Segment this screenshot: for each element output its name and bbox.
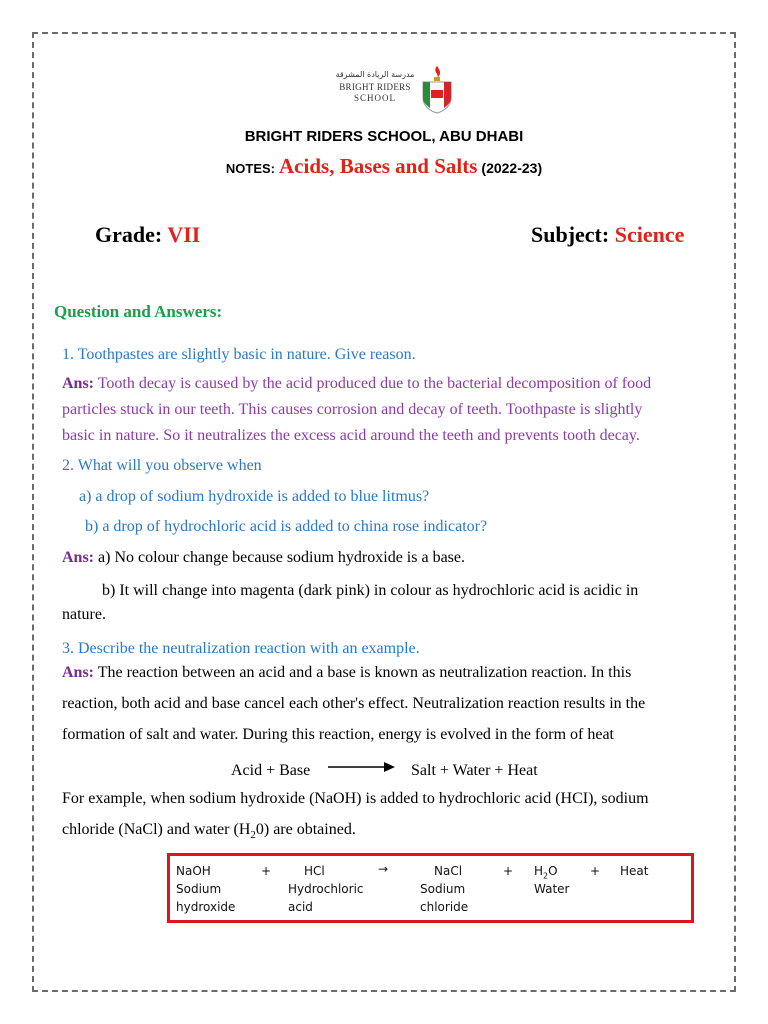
- label-acid: acid: [288, 900, 313, 914]
- subject-info: [531, 222, 684, 248]
- product-heat: Heat: [620, 864, 649, 878]
- h2o-h: H: [534, 864, 544, 878]
- h2o-o: O: [548, 864, 558, 878]
- grade-label: Grade:: [95, 222, 163, 247]
- label-sodium-chloride-2: chloride: [420, 900, 469, 914]
- answer-1-text: Tooth decay is caused by the acid produced due to the bacterial decomposition of food: [94, 375, 652, 392]
- answer-2a-text: a) No colour change because sodium hydroxide is a base.: [94, 549, 466, 566]
- answer-1-line1: [62, 371, 651, 397]
- subject-value: Science: [614, 222, 685, 247]
- answer-2-b-line2: nature.: [62, 606, 106, 623]
- reaction-arrow: →: [378, 862, 389, 876]
- question-1: 1. Toothpastes are slightly basic in nature. Give reason.: [62, 346, 416, 363]
- h2o-subscript: 2: [543, 871, 549, 881]
- question-3: 3. Describe the neutralization reaction with an example.: [62, 640, 420, 657]
- crest-icon: [420, 64, 454, 114]
- reactant-hcl: HCl: [304, 864, 325, 878]
- logo-text-line1: BRIGHT RIDERS: [339, 82, 411, 92]
- product-water-formula: [534, 864, 558, 880]
- school-logo: [332, 64, 462, 116]
- answer-3-line1: [62, 660, 631, 686]
- answer-label: Ans:: [62, 664, 95, 681]
- subject-label: Subject:: [531, 222, 610, 247]
- school-name: BRIGHT RIDERS SCHOOL, ABU DHABI: [244, 128, 524, 145]
- answer-label: Ans:: [62, 375, 95, 392]
- answer-1-line3: basic in nature. So it neutralizes the excess acid around the teeth and prevents tooth decay.: [62, 427, 640, 444]
- label-sodium-chloride-1: Sodium: [420, 882, 466, 896]
- answer-3-line3: formation of salt and water. During this reaction, energy is evolved in the form of heat: [62, 726, 614, 743]
- notes-topic: Acids, Bases and Salts: [279, 154, 478, 178]
- question-2: 2. What will you observe when: [62, 457, 262, 474]
- notes-title: [0, 154, 768, 179]
- label-sodium-hydroxide-2: hydroxide: [176, 900, 236, 914]
- plus-sign: +: [590, 864, 601, 878]
- grade-value: VII: [167, 222, 201, 247]
- answer-3-text: The reaction between an acid and a base is known as neutralization reaction. In this: [94, 664, 632, 681]
- example-text-pre: chloride (NaCl) and water (H: [62, 821, 251, 838]
- example-line1: For example, when sodium hydroxide (NaOH) is added to hydrochloric acid (HCI), sodium: [62, 790, 649, 807]
- plus-sign: +: [503, 864, 514, 878]
- subscript-2: 2: [250, 829, 256, 842]
- qa-heading: Question and Answers:: [54, 302, 223, 321]
- equation-rhs: Salt + Water + Heat: [411, 762, 538, 779]
- example-text-post: 0) are obtained.: [255, 821, 356, 838]
- reactant-naoh: NaOH: [176, 864, 211, 878]
- reaction-equation-box: [167, 853, 694, 923]
- answer-1-line2: particles stuck in our teeth. This causes corrosion and decay of teeth. Toothpaste is slightly: [62, 401, 643, 418]
- right-arrow-icon: [328, 760, 396, 774]
- label-water: Water: [534, 882, 570, 896]
- question-2-part-b: b) a drop of hydrochloric acid is added to china rose indicator?: [85, 518, 488, 535]
- label-sodium-hydroxide-1: Sodium: [176, 882, 222, 896]
- logo-text-line2: SCHOOL: [353, 93, 396, 103]
- notes-label: NOTES:: [225, 161, 276, 176]
- equation-lhs: Acid + Base: [231, 762, 311, 779]
- label-hydrochloric: Hydrochloric: [288, 882, 364, 896]
- example-line2: [62, 817, 356, 848]
- plus-sign: +: [261, 864, 272, 878]
- answer-label: Ans:: [62, 549, 95, 566]
- grade-info: [95, 222, 200, 248]
- product-nacl: NaCl: [434, 864, 463, 878]
- answer-2-a: [62, 545, 465, 571]
- logo-arabic-text: مدرسة الريادة المشرقة: [335, 70, 415, 79]
- question-2-part-a: a) a drop of sodium hydroxide is added to blue litmus?: [79, 488, 430, 505]
- answer-3-line2: reaction, both acid and base cancel each other's effect. Neutralization reaction results in the: [62, 695, 646, 712]
- answer-2-b-line1: b) It will change into magenta (dark pink) in colour as hydrochloric acid is acidic in: [102, 582, 639, 599]
- notes-year: (2022-23): [481, 160, 543, 176]
